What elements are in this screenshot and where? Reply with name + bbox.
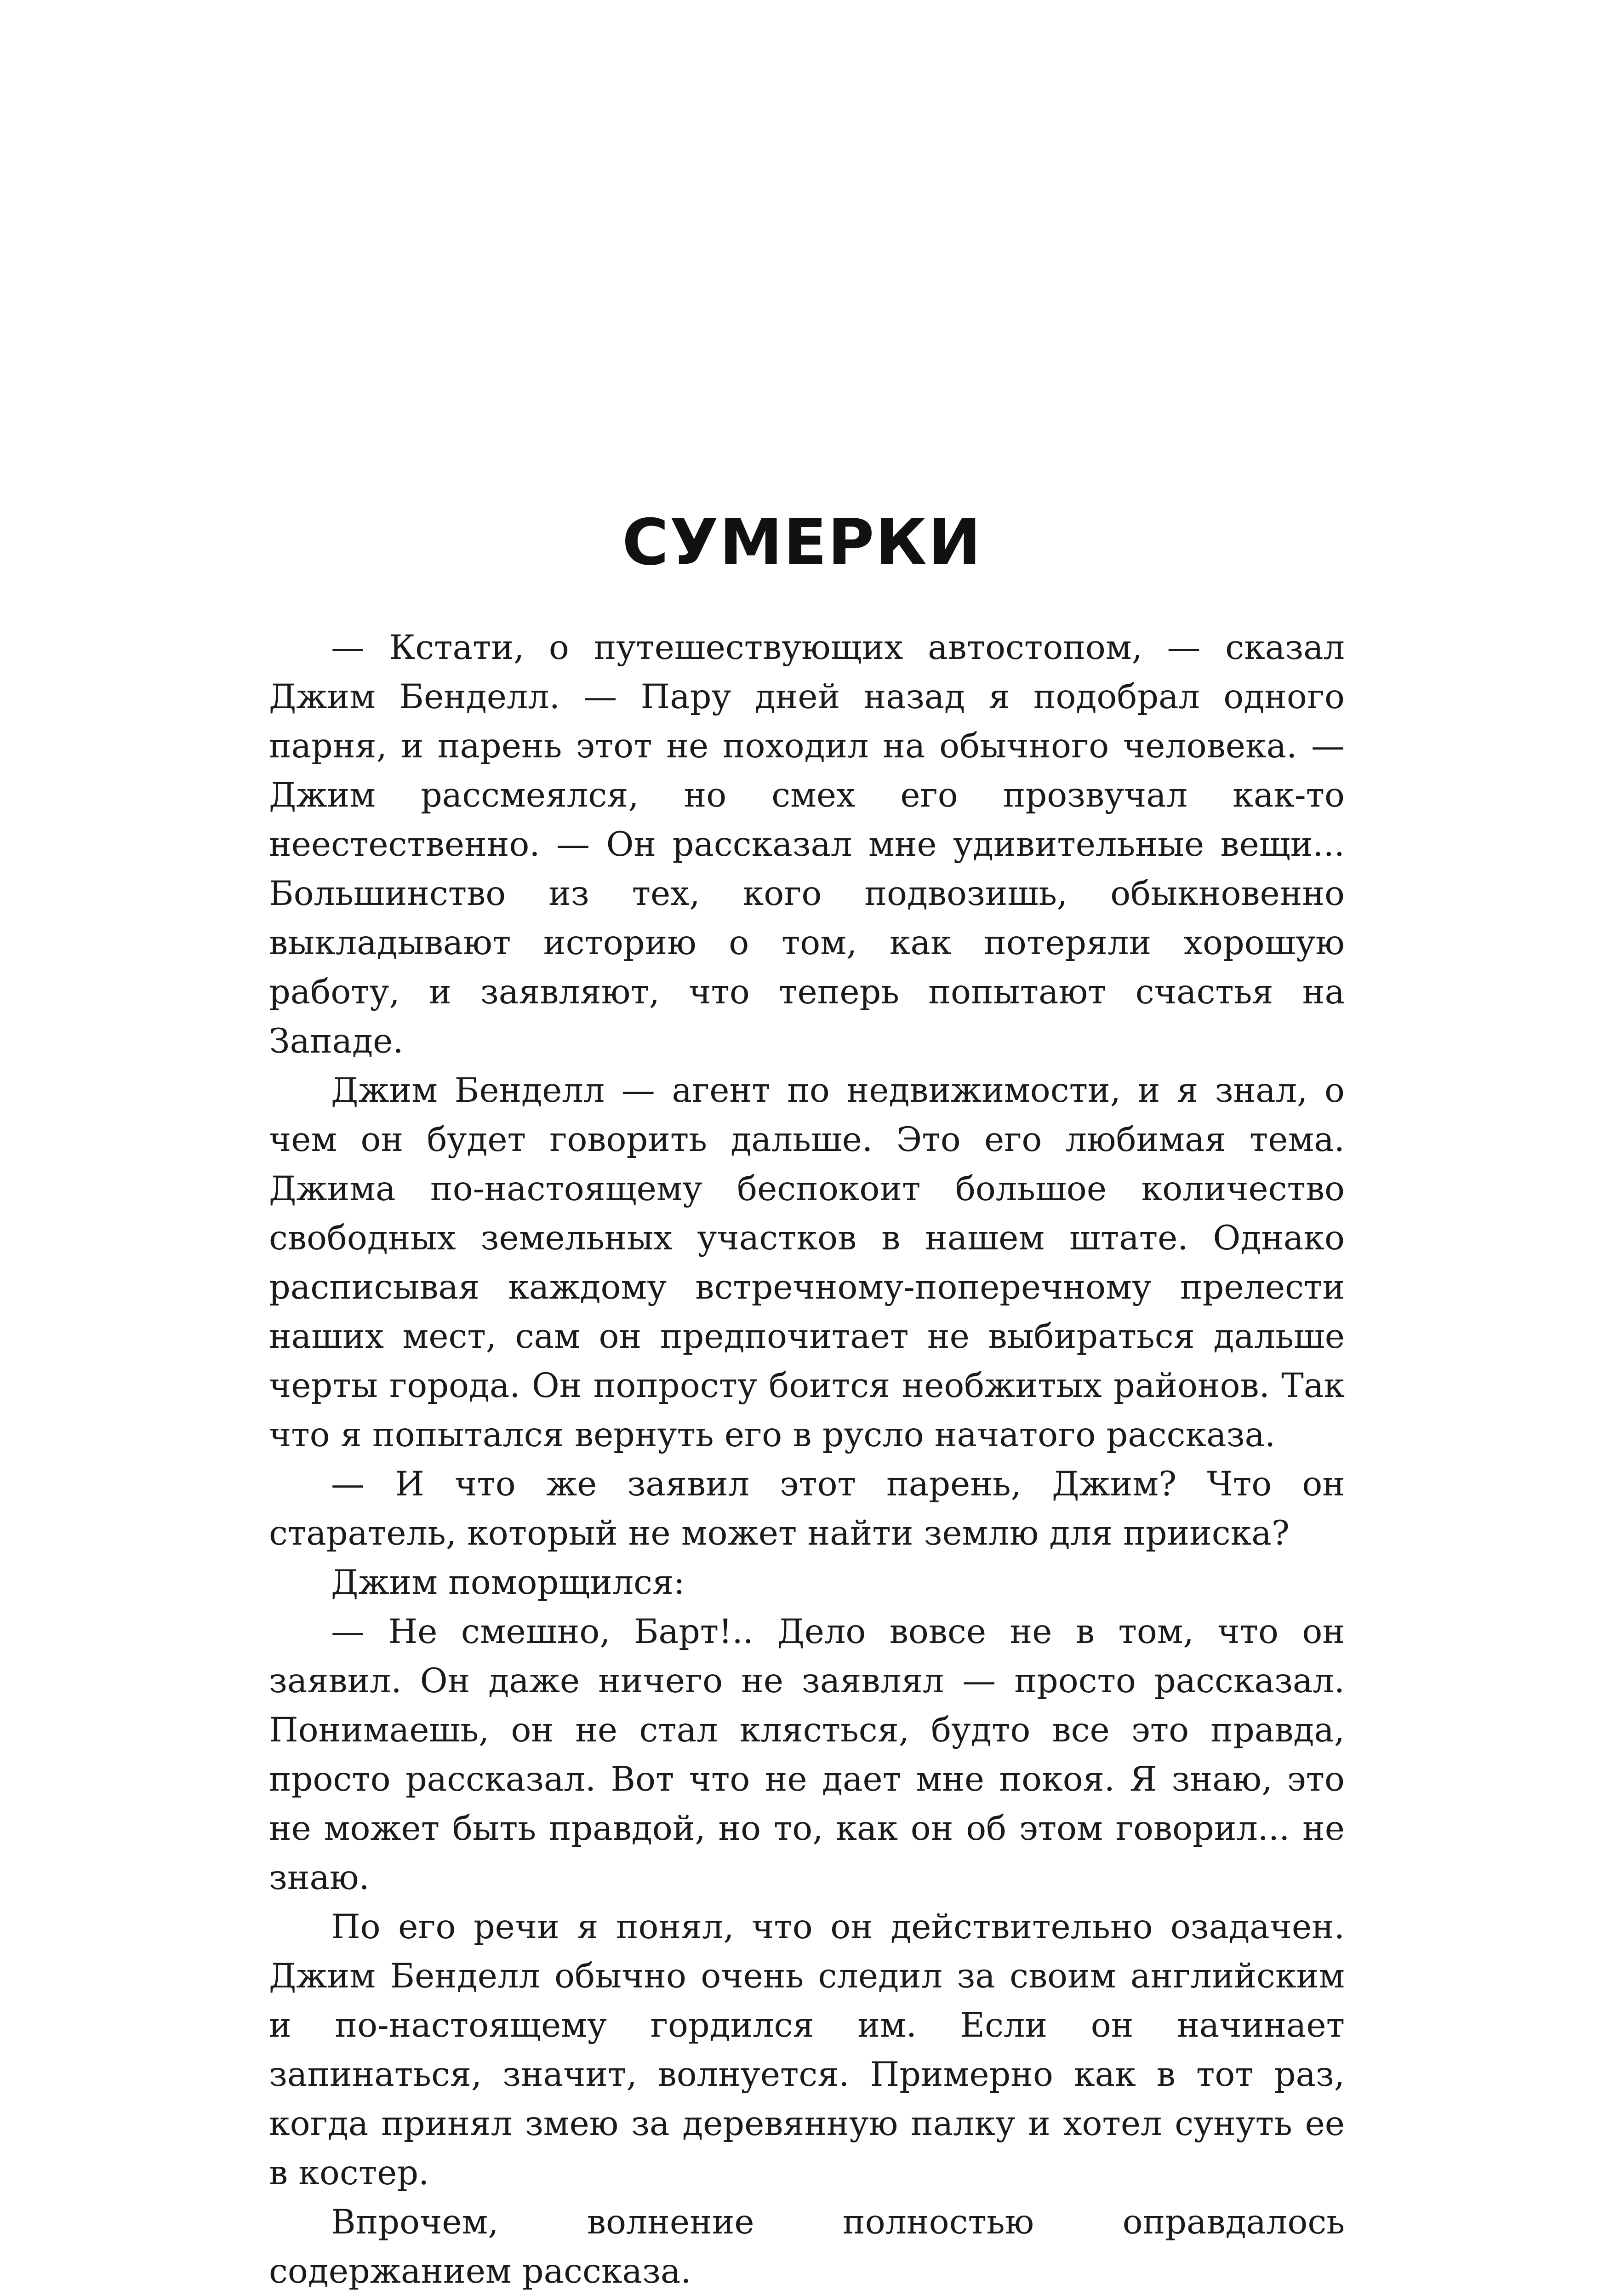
chapter-title: СУМЕРКИ [622,505,982,579]
paragraph-6: По его речи я понял, что он действительно озадачен. Джим Бенделл обычно очень следил за своим английским и по-настоящему гордился им. Если он начинает запинаться, значит, волнуется. Примерно как в тот раз, когда принял змею за деревянную палку и хотел сунуть ее в костер. [269,1907,1345,2193]
chapter-body [269,623,1345,2296]
paragraph-4: Джим поморщился: [331,1563,685,1602]
paragraph-1: — Кстати, о путешествующих автостопом, — сказал Джим Бенделл. — Пару дней назад я подобрал одного парня, и парень этот не походил на обычного человека. — Джим рассмеялся, но смех его прозвучал как-то неестественно. — Он рассказал мне удивительные вещи... Большинство из тех, кого подвозишь, обыкновенно выкладывают историю о том, как потеряли хорошую работу, и заявляют, что теперь попытают счастья на Западе. [269,628,1345,1061]
paragraph-7: Впрочем, волнение полностью оправдалось содержанием рассказа. [269,2203,1345,2291]
paragraph-2: Джим Бенделл — агент по недвижимости, и я знал, о чем он будет говорить дальше. Это его любимая тема. Джима по-настоящему беспокоит большое количество свободных земельных участков в нашем штате. Однако расписывая каждому встречному-поперечному прелести наших мест, сам он предпочитает не выбираться дальше черты города. Он попросту боится необжитых районов. Так что я попытался вернуть его в русло начатого рассказа. [269,1071,1345,1454]
paragraph-3: — И что же заявил этот парень, Джим? Что он старатель, который не может найти землю для прииска? [269,1465,1345,1553]
paragraph-5: — Не смешно, Барт!.. Дело вовсе не в том, что он заявил. Он даже ничего не заявлял — просто рассказал. Понимаешь, он не стал клясться, будто все это правда, просто рассказал. Вот что не дает мне покоя. Я знаю, это не может быть правдой, но то, как он об этом говорил... не знаю. [269,1612,1345,1897]
